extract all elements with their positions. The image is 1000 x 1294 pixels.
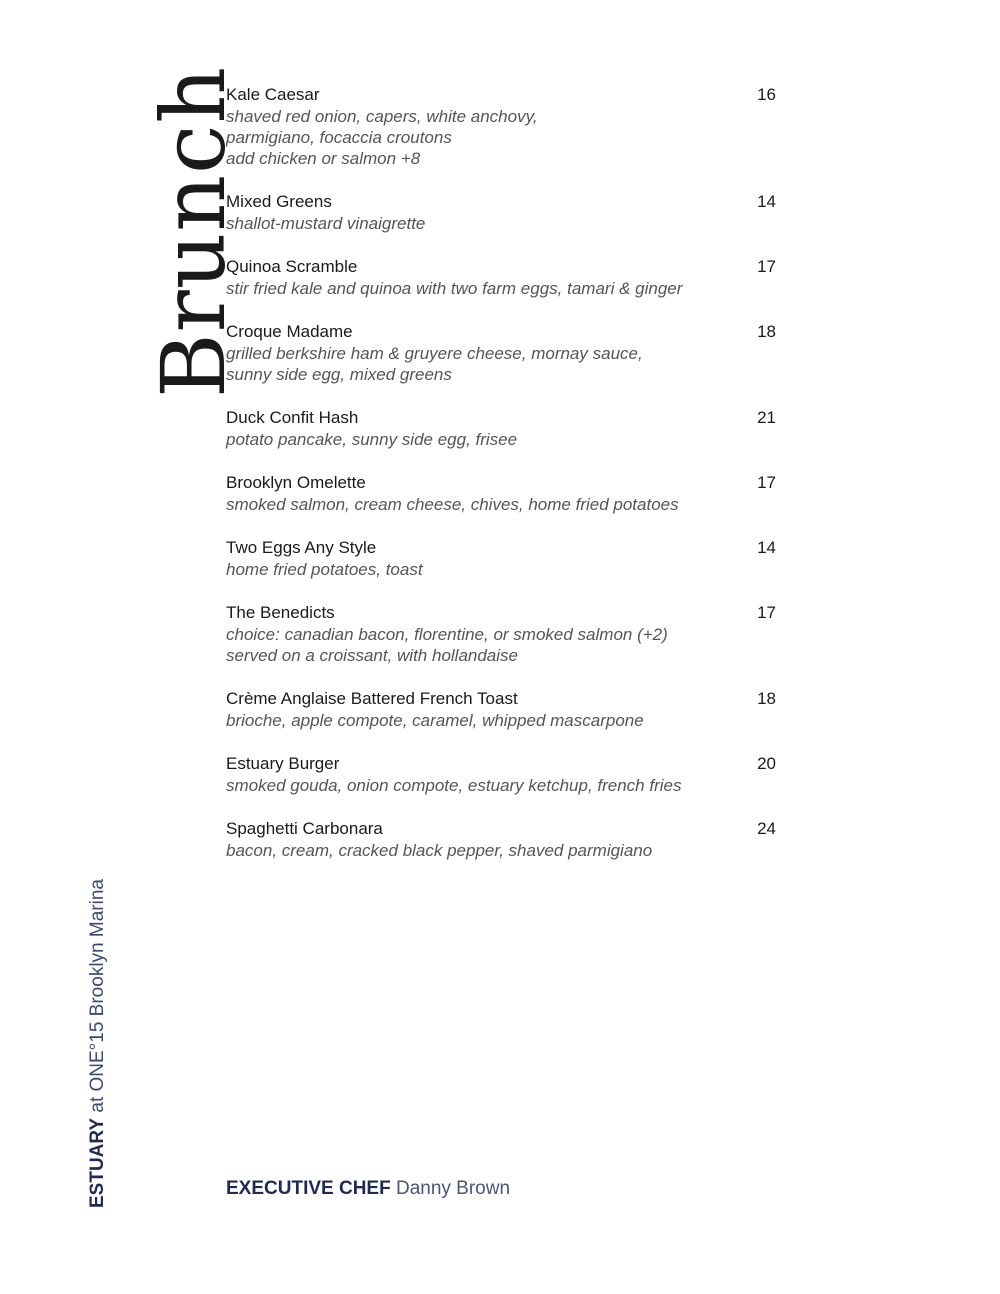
item-description: choice: canadian bacon, florentine, or smoked salmon (+2) served on a croissant, with hollandaise <box>226 625 668 665</box>
item-description: smoked salmon, cream cheese, chives, home fried potatoes <box>226 495 679 514</box>
item-price: 17 <box>757 473 776 492</box>
item-name: The Benedicts <box>226 603 335 622</box>
item-price: 17 <box>757 603 776 622</box>
item-name: Spaghetti Carbonara <box>226 819 383 838</box>
item-price: 18 <box>757 322 776 341</box>
item-description: stir fried kale and quinoa with two farm eggs, tamari & ginger <box>226 279 683 298</box>
item-name: Brooklyn Omelette <box>226 473 366 492</box>
item-description: brioche, apple compote, caramel, whipped mascarpone <box>226 711 644 730</box>
item-name: Estuary Burger <box>226 754 340 773</box>
executive-chef-credit <box>226 1177 510 1201</box>
item-price: 16 <box>757 85 776 104</box>
item-name: Kale Caesar <box>226 85 320 104</box>
item-name: Duck Confit Hash <box>226 408 359 427</box>
item-price: 24 <box>757 819 776 838</box>
menu-item <box>226 688 776 731</box>
venue-brand: ESTUARY <box>87 1117 108 1208</box>
menu-item <box>226 256 776 299</box>
menu-item <box>226 407 776 450</box>
item-description: home fried potatoes, toast <box>226 560 423 579</box>
item-name: Two Eggs Any Style <box>226 538 377 557</box>
item-price: 17 <box>757 257 776 276</box>
item-name: Mixed Greens <box>226 192 332 211</box>
menu-item <box>226 472 776 515</box>
item-description: shaved red onion, capers, white anchovy, parmigiano, focaccia croutons add chicken or salmon +8 <box>226 107 538 168</box>
menu-title: Brunch <box>142 65 245 398</box>
chef-name: Danny Brown <box>390 1178 511 1199</box>
item-description: bacon, cream, cracked black pepper, shaved parmigiano <box>226 841 653 860</box>
menu-item <box>226 602 776 666</box>
item-description: shallot-mustard vinaigrette <box>226 214 426 233</box>
item-name: Crème Anglaise Battered French Toast <box>226 689 518 708</box>
menu-item <box>226 321 776 385</box>
item-name: Croque Madame <box>226 322 353 341</box>
menu-item <box>226 753 776 796</box>
menu-item <box>226 84 776 169</box>
menu-item <box>226 818 776 861</box>
item-name: Quinoa Scramble <box>226 257 358 276</box>
chef-label: EXECUTIVE CHEF <box>226 1178 391 1199</box>
item-description: smoked gouda, onion compote, estuary ketchup, french fries <box>226 776 682 795</box>
item-price: 20 <box>757 754 776 773</box>
item-description: grilled berkshire ham & gruyere cheese, mornay sauce, sunny side egg, mixed greens <box>226 344 643 384</box>
menu-list <box>226 84 776 883</box>
item-price: 14 <box>757 192 776 211</box>
menu-item <box>226 537 776 580</box>
item-price: 21 <box>757 408 776 427</box>
item-description: potato pancake, sunny side egg, frisee <box>226 430 518 449</box>
menu-item <box>226 191 776 234</box>
item-price: 18 <box>757 689 776 708</box>
item-price: 14 <box>757 538 776 557</box>
venue-location: at ONE°15 Brooklyn Marina <box>87 879 108 1118</box>
venue-label <box>86 878 110 1208</box>
